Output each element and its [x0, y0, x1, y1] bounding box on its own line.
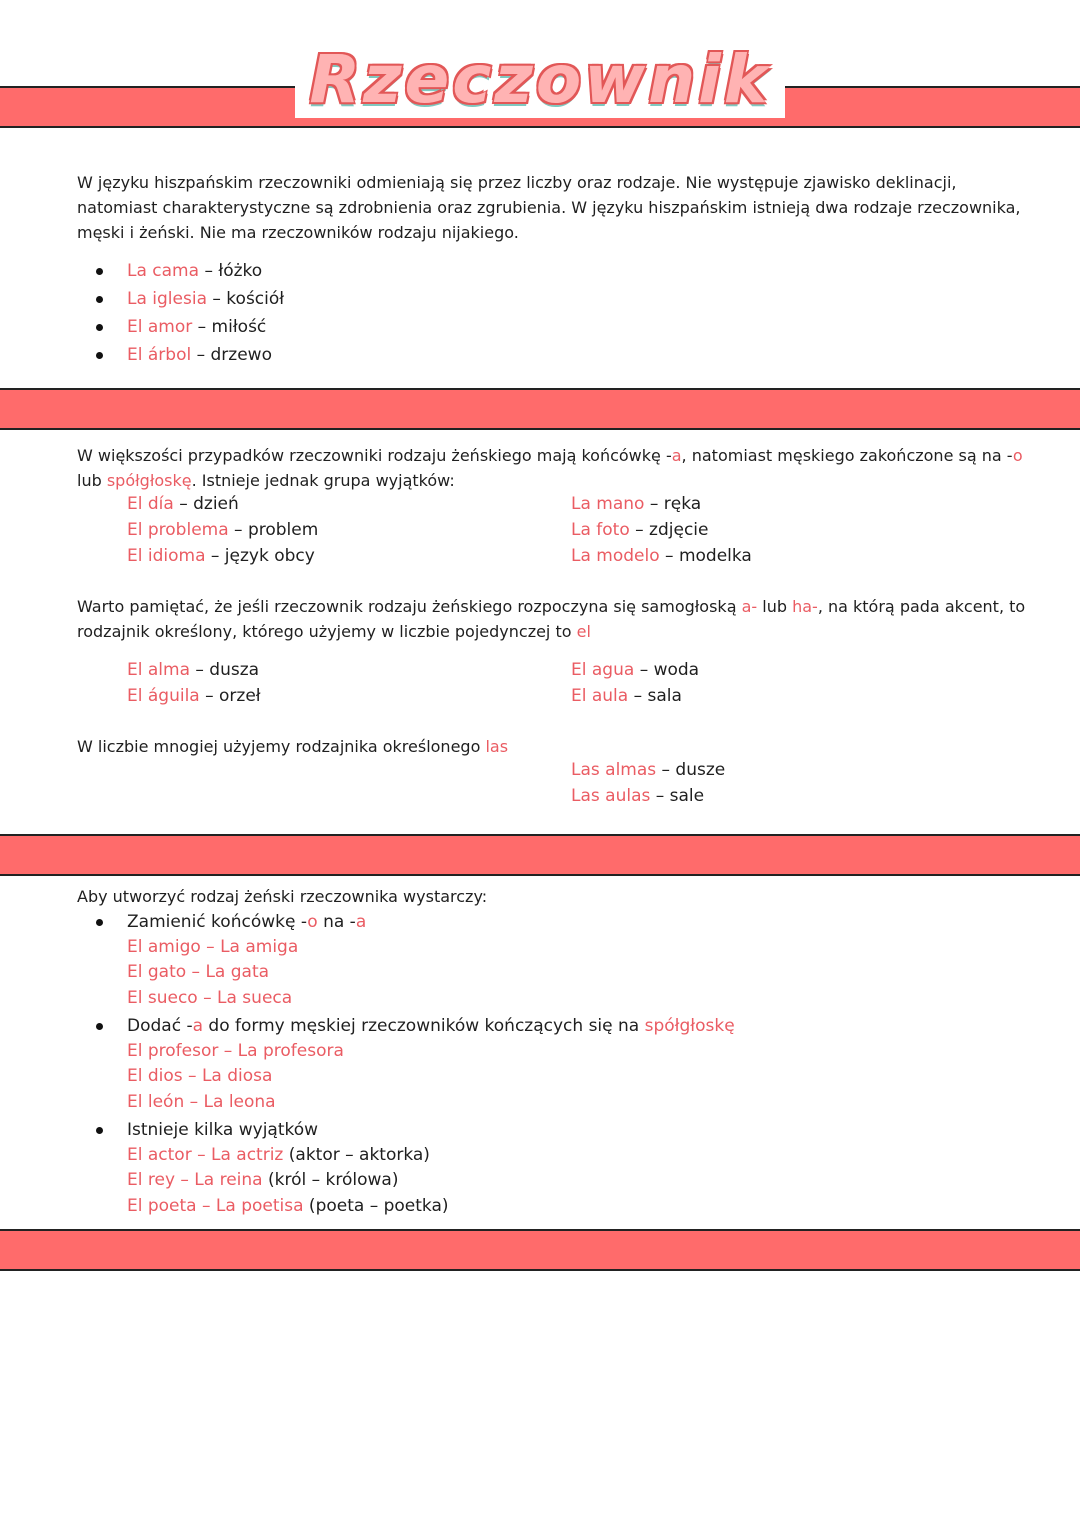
article-paragraph: Warto pamiętać, że jeśli rzeczownik rodzaju żeńskiego rozpoczyna się samogłoską a- lub ha-, na którą pada akcent, to rodzajnik określony, którego użyjemy w liczbie pojedynczej to el: [77, 597, 1026, 641]
list-item: El dios – La diosa: [127, 1066, 273, 1086]
rule-item: Zamienić końcówkę -o na -a: [127, 910, 366, 935]
list-item: El agua – woda: [571, 660, 700, 680]
list-item: El profesor – La profesora: [127, 1041, 344, 1061]
section-divider: [0, 388, 1080, 430]
list-item: El actor – La actriz (aktor – aktorka): [127, 1145, 430, 1165]
rule-item: Dodać -a do formy męskiej rzeczowników kończących się na spółgłoskę: [127, 1014, 735, 1039]
footer-band: [0, 1229, 1080, 1271]
list-item: La cama – łóżko: [127, 259, 262, 284]
exceptions-paragraph: W większości przypadków rzeczowniki rodzaju żeńskiego mają końcówkę -a, natomiast męskiego zakończone są na -o lub spółgłoskę. Istnieje jednak grupa wyjątków:: [77, 446, 1023, 490]
list-item: El árbol – drzewo: [127, 343, 272, 368]
list-item: El sueco – La sueca: [127, 988, 293, 1008]
list-item: El día – dzień: [127, 494, 239, 514]
list-item: El poeta – La poetisa (poeta – poetka): [127, 1196, 449, 1216]
list-item: La foto – zdjęcie: [571, 520, 709, 540]
rule-item: Istnieje kilka wyjątków: [127, 1118, 318, 1143]
list-item: El rey – La reina (król – królowa): [127, 1170, 399, 1190]
intro-paragraph: W języku hiszpańskim rzeczowniki odmieniają się przez liczby oraz rodzaje. Nie występuje zjawisko deklinacji, natomiast charakterystyczne są zdrobnienia oraz zgrubienia. W języku hiszpańskim istnieją dwa rodzaje rzeczownika, męski i żeński. Nie ma rzeczowników rodzaju nijakiego.: [77, 173, 1021, 242]
list-item: El alma – dusza: [127, 660, 260, 680]
list-item: Las almas – dusze: [571, 760, 726, 780]
list-item: El amor – miłość: [127, 315, 266, 340]
list-item: La modelo – modelka: [571, 546, 752, 566]
list-item: El idioma – język obcy: [127, 546, 315, 566]
feminine-intro: Aby utworzyć rodzaj żeński rzeczownika wystarczy:: [77, 887, 488, 906]
list-item: La iglesia – kościół: [127, 287, 284, 312]
list-item: El león – La leona: [127, 1092, 276, 1112]
list-item: El amigo – La amiga: [127, 937, 299, 957]
list-item: El gato – La gata: [127, 962, 270, 982]
list-item: El águila – orzeł: [127, 686, 261, 706]
list-item: El problema – problem: [127, 520, 319, 540]
page-title: Rzeczownik: [0, 30, 1080, 130]
list-item: El aula – sala: [571, 686, 682, 706]
list-item: La mano – ręka: [571, 494, 702, 514]
plural-paragraph: W liczbie mnogiej użyjemy rodzajnika określonego las: [77, 737, 509, 756]
list-item: Las aulas – sale: [571, 786, 705, 806]
section-divider: [0, 834, 1080, 876]
